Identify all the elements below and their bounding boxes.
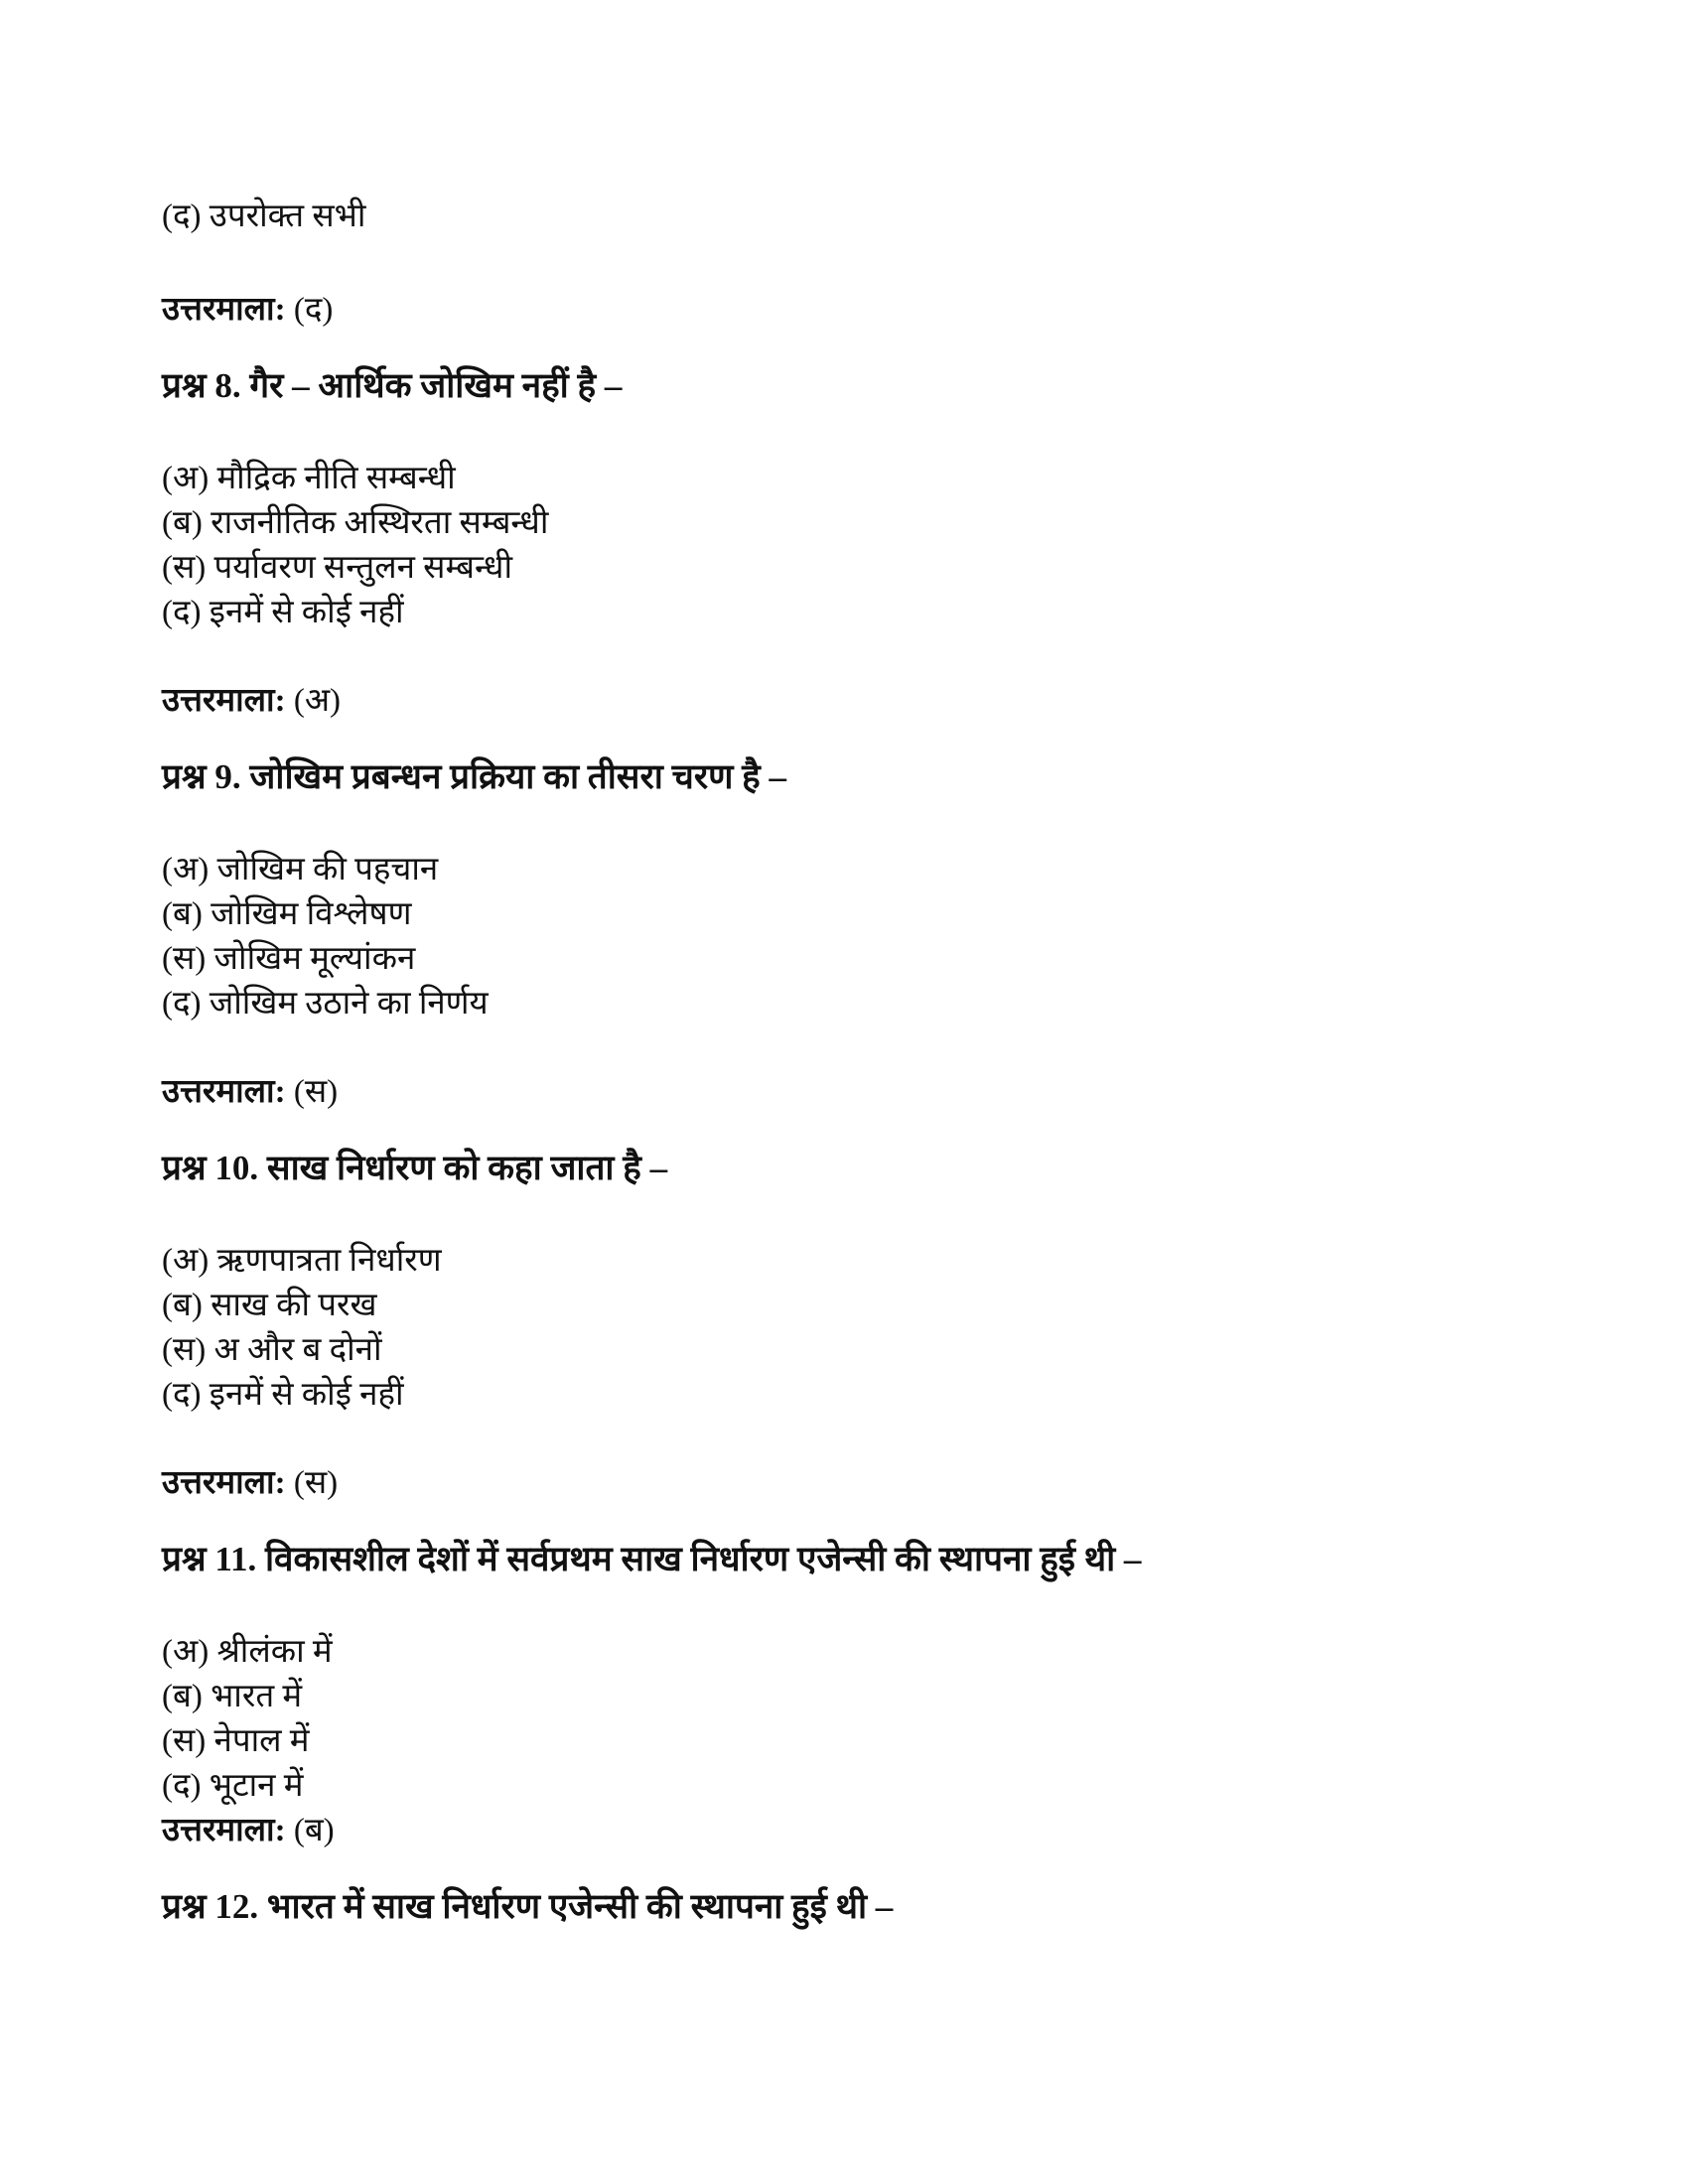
option: (द) इनमें से कोई नहीं [162,595,404,630]
question-9-title: प्रश्न 9. जोखिम प्रबन्धन प्रक्रिया का तीसरा चरण है – [162,757,787,796]
question-7-answer-line [162,288,1628,333]
answer-value: (द) [293,292,334,328]
option: (अ) मौद्रिक नीति सम्बन्धी [162,461,456,496]
option: (द) जोखिम उठाने का निर्णय [162,986,489,1022]
question-9-options [162,848,1628,1026]
question-11-options [162,1630,1628,1809]
option: (अ) ऋणपात्रता निर्धारण [162,1243,442,1279]
question-10-answer-line [162,1461,1628,1506]
answer-value: (स) [293,1074,339,1110]
answer-label: उत्तरमाला: [162,1813,286,1848]
question-11-title: प्रश्न 11. विकासशील देशों में सर्वप्रथम साख निर्धारण एजेन्सी की स्थापना हुई थी – [162,1540,1142,1578]
answer-value: (अ) [293,683,342,719]
option: (स) पर्यावरण सन्तुलन सम्बन्धी [162,550,513,586]
answer-label: उत्तरमाला: [162,292,286,328]
question-7-last-option: (द) उपरोक्त सभी [162,199,366,234]
option: (स) जोखिम मूल्यांकन [162,941,416,977]
question-8-options [162,457,1628,635]
question-9-answer-line [162,1070,1628,1115]
option: (स) नेपाल में [162,1723,310,1759]
question-10-title: प्रश्न 10. साख निर्धारण को कहा जाता है – [162,1149,668,1187]
option: (स) अ और ब दोनों [162,1332,382,1368]
answer-value: (ब) [293,1813,335,1848]
option: (ब) जोखिम विश्लेषण [162,896,412,932]
question-11-answer-line [162,1809,1628,1853]
answer-label: उत्तरमाला: [162,1465,286,1501]
answer-value: (स) [293,1465,339,1501]
answer-label: उत्तरमाला: [162,1074,286,1110]
question-10-options [162,1239,1628,1418]
option: (अ) श्रीलंका में [162,1634,333,1670]
option: (द) इनमें से कोई नहीं [162,1377,404,1413]
option: (ब) भारत में [162,1679,303,1714]
option: (ब) साख की परख [162,1288,377,1323]
option: (ब) राजनीतिक अस्थिरता सम्बन्धी [162,505,549,541]
option: (अ) जोखिम की पहचान [162,852,439,887]
question-8-answer-line [162,679,1628,724]
question-8-title: प्रश्न 8. गैर – आर्थिक जोखिम नहीं है – [162,366,623,405]
question-12-title: प्रश्न 12. भारत में साख निर्धारण एजेन्सी की स्थापना हुई थी – [162,1887,894,1926]
option: (द) भूटान में [162,1768,304,1804]
answer-label: उत्तरमाला: [162,683,286,719]
